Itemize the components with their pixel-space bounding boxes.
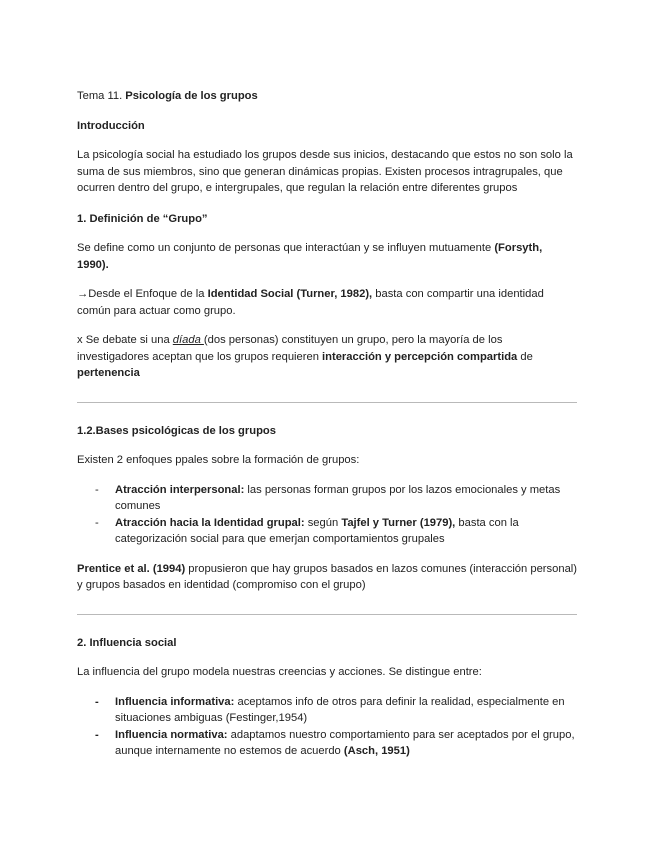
section-1-heading [77,211,577,228]
dash-bullet-icon: - [95,483,99,496]
dyad-text-b: (dos personas) constituyen un grupo, pero la mayoría de los investigadores aceptan que los grupos requieren [77,334,503,363]
bullet-bold: Atracción hacia la Identidad grupal: [115,516,305,529]
identity-text-a: Desde el Enfoque de la [88,288,208,300]
dyad-bold-2: pertenencia [77,367,140,379]
title-bold: Psicología de los grupos [125,90,258,102]
definition-citation: (Forsyth, 1990). [77,242,543,271]
section-2-lead: La influencia del grupo modela nuestras creencias y acciones. Se distingue entre: [77,666,482,678]
bullet-bold: Influencia normativa: [115,728,228,741]
arrow-icon: → [77,288,89,300]
list-item [77,515,577,548]
dyad-text-a: x Se debate si una [77,334,173,346]
bullet-bold: Atracción interpersonal: [115,483,245,496]
bullet-text: las personas forman grupos por los lazos emocionales y metas comunes [115,483,561,512]
closing-citation: Prentice et al. (1994) [77,562,186,575]
bullet-bold-2: (Asch, 1951) [343,745,410,757]
bullet-text: aceptamos info de otros para definir la realidad, especialmente en situaciones ambiguas (Festinger,1954) [115,695,565,724]
section-2-heading-text: 2. Influencia social [77,636,177,649]
intro-heading [77,118,577,135]
section-1-identity-paragraph [77,286,577,319]
section-1-2-lead: Existen 2 enfoques ppales sobre la formación de grupos: [77,454,360,466]
dash-bullet-icon: - [95,516,99,529]
bullet-bold-2: Tajfel y Turner (1979), [341,516,456,529]
section-1-2-closing [77,561,577,594]
bullet-text-2: basta con la categorización social para que emerjan comportamientos grupales [115,516,519,545]
document-content [77,88,577,760]
dyad-text-c: de [517,350,533,363]
closing-text: propusieron que hay grupos basados en lazos comunes (interacción personal) y grupos basados en identidad (compromiso con el grupo) [77,562,578,591]
approaches-list [77,482,577,548]
influence-list [77,694,577,760]
bullet-text: adaptamos nuestro comportamiento para ser aceptados por el grupo, aunque internamente no estemos de acuerdo [115,728,575,757]
bullet-text: según [304,516,342,529]
identity-text-b: basta con compartir una identidad común para actuar como grupo. [77,288,544,317]
section-1-2-heading-text: 1.2.Bases psicológicas de los grupos [77,424,276,437]
intro-heading-text: Introducción [77,119,145,132]
list-item [77,694,577,727]
list-item [77,482,577,515]
document-title [77,88,577,105]
intro-paragraph: La psicología social ha estudiado los grupos desde sus inicios, destacando que estos no son solo la suma de sus miembros, sino que generan dinámicas propias. Existen procesos intragrupales, que ocurren dentro del grupo, e intergrupales, que regulan la relación entre diferentes grupos [77,149,573,194]
dyad-bold: interacción y percepción compartida [322,350,518,363]
dash-bullet-icon: - [95,728,99,741]
section-1-heading-text: 1. Definición de “Grupo” [77,212,208,225]
identity-bold: Identidad Social (Turner, 1982), [207,288,373,300]
dash-bullet-icon: - [95,695,99,708]
bullet-bold: Influencia informativa: [115,695,235,708]
list-item [77,727,577,760]
section-1-2-heading [77,423,577,440]
definition-text: Se define como un conjunto de personas que interactúan y se influyen mutuamente [77,242,495,254]
section-2-heading [77,635,577,652]
section-1-definition [77,240,577,273]
dyad-term: díada [172,334,204,346]
title-prefix: Tema 11. [77,90,126,102]
section-1-dyad-paragraph [77,332,577,382]
